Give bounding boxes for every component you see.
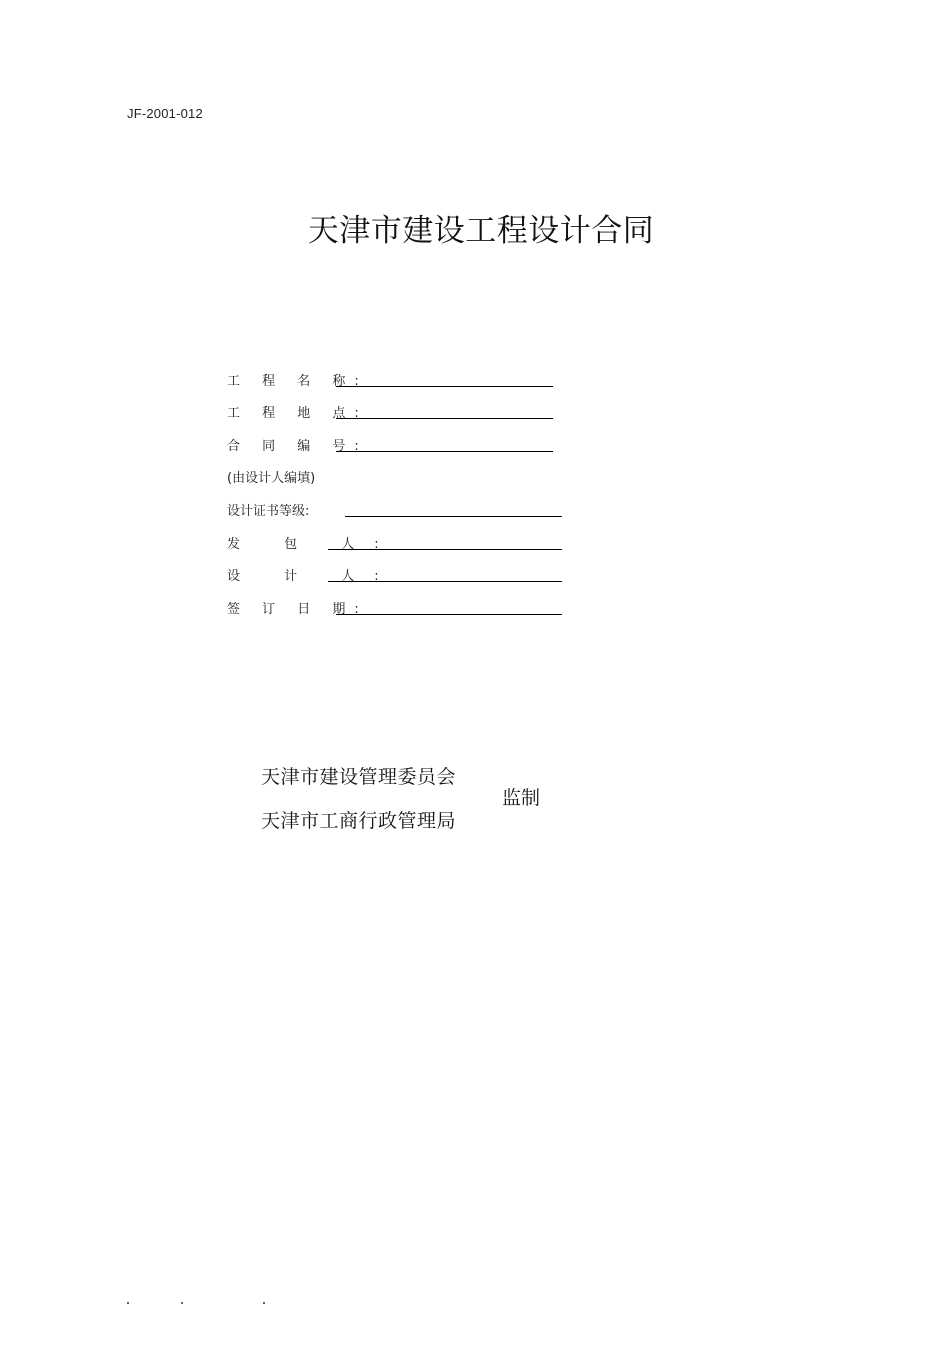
employer-label: 发 包 人: [227, 537, 399, 552]
project-location-blank[interactable] [336, 402, 553, 419]
footer-dot [127, 1302, 129, 1304]
document-title: 天津市建设工程设计合同 [307, 213, 655, 249]
issuer-industry-commerce-bureau: 天津市工商行政管理局 [261, 810, 457, 832]
designer-blank[interactable] [328, 565, 562, 582]
project-name-label: 工 程 名 称: [227, 374, 368, 389]
issuer-construction-committee: 天津市建设管理委员会 [261, 766, 457, 788]
document-code: JF-2001-012 [127, 106, 203, 121]
contract-no-label: 合 同 编 号: [227, 439, 368, 454]
employer-blank[interactable] [328, 533, 562, 550]
supervised-by-label: 监制 [502, 787, 541, 809]
certificate-grade-blank[interactable] [345, 500, 562, 517]
footer-dot [181, 1302, 183, 1304]
certificate-grade-label: 设计证书等级: [227, 504, 310, 519]
project-location-label: 工 程 地 点: [227, 406, 368, 421]
footer-dot [263, 1302, 265, 1304]
project-name-blank[interactable] [336, 370, 553, 387]
filled-by-designer-note: (由设计人编填) [227, 471, 316, 486]
contract-no-blank[interactable] [336, 435, 553, 452]
signing-date-label: 签 订 日 期: [227, 602, 368, 617]
signing-date-blank[interactable] [336, 598, 562, 615]
designer-label: 设 计 人: [227, 569, 399, 584]
